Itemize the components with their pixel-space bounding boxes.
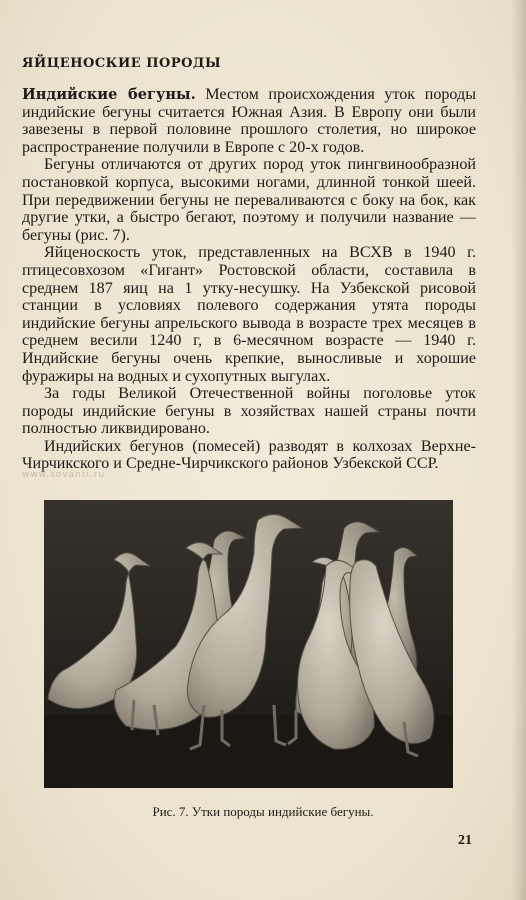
paragraph-2: Бегуны отличаются от других пород уток пингвинообразной постановкой корпуса, высокими ногами, длинной тонкой шеей. При передвижении бегуны не переваливаются с боку на бок, как другие утки, а быстро бегают, поэтому и получили название — бегуны (рис. 7). [22, 156, 476, 244]
page-number: 21 [458, 833, 472, 848]
paragraph-1 [22, 86, 476, 156]
section-title: ЯЙЦЕНОСКИЕ ПОРОДЫ [22, 56, 222, 71]
duck-photo-illustration [44, 500, 453, 788]
article-body [22, 86, 476, 473]
paragraph-lead: Индийские бегуны. [22, 86, 196, 103]
page-edge-shadow [512, 0, 526, 900]
figure-photo-ducks [44, 500, 453, 788]
paragraph-5: Индийских бегунов (помесей) разводят в колхозах Верхне-Чирчикского и Средне-Чирчикского районов Узбекской ССР. [22, 437, 476, 473]
paragraph-4: За годы Великой Отечественной войны поголовье уток породы индийские бегуны в хозяйствах нашей страны почти полностью ликвидировано. [22, 385, 476, 438]
watermark-text: www.sovanti.ru [22, 470, 106, 480]
figure-caption: Рис. 7. Утки породы индийские бегуны. [152, 804, 374, 819]
paragraph-text: Местом происхождения уток породы индийские бегуны считается Южная Азия. В Европу они были завезены в первой половине прошлого столетия, но широкое распространение получили в Европе с 20-х годов. [22, 86, 477, 156]
paragraph-3: Яйценоскость уток, представленных на ВСХВ в 1940 г. птицесовхозом «Гигант» Ростовской области, составила в среднем 187 яиц на 1 утку-несушку. На Узбекской рисовой станции в условиях полевого содержания утята породы индийские бегуны апрельского вывода в возрасте трех месяцев в среднем весили 1240 г, в 6-месячном возрасте — 1940 г. Индийские бегуны очень крепкие, выносливые и хорошие фуражиры на водных и сухопутных выгулах. [22, 244, 476, 385]
